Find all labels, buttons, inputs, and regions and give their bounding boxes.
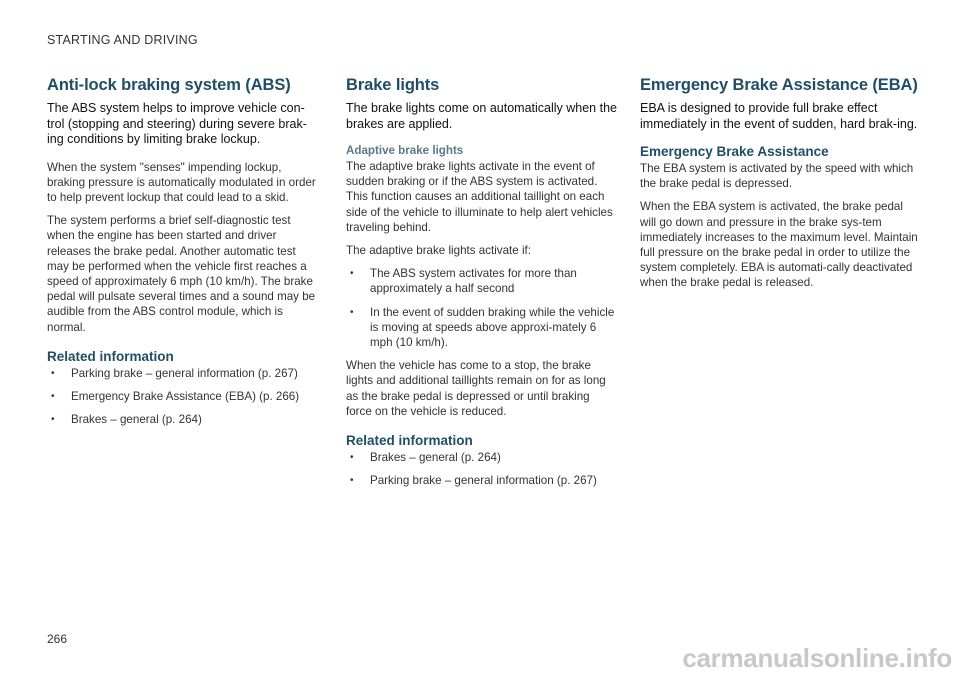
eba-lead: EBA is designed to provide full brake effect immediately in the event of sudden, hard brak-ing.: [640, 101, 918, 131]
bullet-icon: •: [350, 452, 354, 464]
brake-lights-related-heading: Related information: [346, 433, 473, 449]
brake-lights-title: Brake lights: [346, 76, 440, 94]
adaptive-conditions-list: [346, 266, 618, 350]
abs-paragraph-1: When the system "senses" impending lockup, braking pressure is automatically modulated in order to help prevent lockup that could lead to a skid.: [47, 160, 316, 204]
abs-lead: The ABS system helps to improve vehicle con-trol (stopping and steering) during severe brak-ing conditions by limiting brake lockup.: [47, 101, 307, 146]
abs-related-list: [47, 366, 319, 428]
eba-paragraph-2: When the EBA system is activated, the brake pedal will go down and pressure in the brake sys-tem immediately increases to the maximum level. Maintain full pressure on the brake pedal in order to utilize the system completely. EBA is automati-cally deactivated when the brake pedal is released.: [640, 200, 918, 290]
related-link-brakes-general[interactable]: • Brakes – general (p. 264): [51, 413, 202, 427]
eba-title: Emergency Brake Assistance (EBA): [640, 76, 918, 94]
eba-paragraph-1: The EBA system is activated by the speed with which the brake pedal is depressed.: [640, 162, 914, 191]
bullet-icon: •: [350, 268, 354, 280]
abs-title: Anti-lock braking system (ABS): [47, 76, 291, 94]
list-item: • The ABS system activates for more than approximately a half second: [350, 267, 577, 296]
bullet-icon: •: [51, 367, 55, 379]
brake-lights-lead: The brake lights come on automatically when the brakes are applied.: [346, 101, 617, 131]
page-number: 266: [47, 632, 68, 646]
bullet-icon: •: [350, 475, 354, 487]
related-link-parking-brake[interactable]: • Parking brake – general information (p. 267): [350, 474, 597, 488]
section-header: STARTING AND DRIVING: [47, 33, 198, 47]
watermark: carmanualsonline.info: [682, 643, 952, 673]
abs-column: [47, 76, 319, 435]
brake-lights-closing: When the vehicle has come to a stop, the brake lights and additional taillights remain on for as long as the brake pedal is depressed or until braking force on the vehicle is reduced.: [346, 359, 606, 418]
adaptive-brake-lights-heading: Adaptive brake lights: [346, 144, 464, 157]
abs-paragraph-2: The system performs a brief self-diagnostic test when the engine has been started and driver releases the brake pedal. Another automatic test may be performed when the vehicle first reaches a speed of approximately 6 mph (10 km/h). The brake pedal will pulsate several times and a sound may be audible from the ABS control module, which is normal.: [47, 214, 316, 334]
abs-related-heading: Related information: [47, 348, 174, 364]
bullet-icon: •: [51, 390, 55, 402]
list-item: • In the event of sudden braking while the vehicle is moving at speeds above approxi-mately 6 mph (10 km/h).: [350, 305, 615, 350]
related-link-brakes-general[interactable]: • Brakes – general (p. 264): [350, 451, 501, 465]
bullet-icon: •: [51, 414, 55, 426]
related-link-eba[interactable]: • Emergency Brake Assistance (EBA) (p. 266): [51, 389, 300, 403]
bullet-icon: •: [350, 306, 354, 318]
related-link-parking-brake[interactable]: • Parking brake – general information (p. 267): [51, 366, 298, 380]
brake-lights-related-list: [346, 450, 618, 488]
adaptive-paragraph-2: The adaptive brake lights activate if:: [346, 244, 531, 258]
adaptive-paragraph-1: The adaptive brake lights activate in the event of sudden braking or if the ABS system is activated. This function causes an additional taillight on each side of the vehicle to illuminate to help alert vehicles traveling behind.: [346, 160, 613, 234]
eba-column: [640, 76, 918, 299]
brake-lights-column: [346, 76, 618, 496]
eba-heading: Emergency Brake Assistance: [640, 144, 829, 159]
